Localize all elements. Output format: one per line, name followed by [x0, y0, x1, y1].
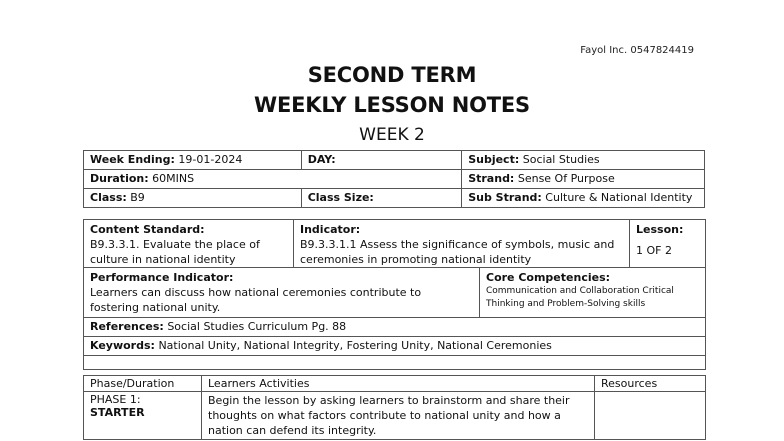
week-ending-cell	[84, 151, 302, 170]
class-size-cell	[301, 189, 462, 208]
learners-activities-header: Learners Activities	[202, 376, 595, 392]
phase-name: STARTER	[90, 406, 145, 419]
subject-label: Subject:	[468, 153, 520, 166]
indicator-value: B9.3.3.1.1 Assess the significance of symbols, music and ceremonies in promoting national identity	[300, 238, 615, 266]
activity-description-cell: Begin the lesson by asking learners to brainstorm and share their thoughts on what factors contribute to national unity and how a nation can defend its integrity.	[202, 392, 595, 440]
content-standard-label: Content Standard:	[90, 223, 205, 236]
references-value: Social Studies Curriculum Pg. 88	[167, 320, 347, 333]
meta-row-references	[84, 318, 706, 337]
subject-value: Social Studies	[522, 153, 600, 166]
keywords-cell	[84, 337, 706, 356]
term-title: SECOND TERM	[307, 63, 477, 87]
phase-cell	[84, 392, 202, 440]
class-size-label: Class Size:	[307, 191, 374, 204]
content-standard-cell	[84, 220, 294, 270]
core-competencies-cell	[480, 268, 706, 318]
lesson-cell	[630, 220, 706, 270]
phase-header: Phase/Duration	[84, 376, 202, 392]
meta-row-duration	[84, 170, 705, 189]
phase-number: PHASE 1:	[90, 393, 141, 406]
strand-cell	[462, 170, 705, 189]
resources-cell	[595, 392, 706, 440]
duration-label: Duration:	[90, 172, 149, 185]
indicator-cell	[294, 220, 630, 270]
activity-row	[84, 392, 706, 440]
duration-value: 60MINS	[152, 172, 195, 185]
subject-cell	[462, 151, 705, 170]
week-ending-label: Week Ending:	[90, 153, 175, 166]
activities-header-row	[84, 376, 706, 392]
meta-row-week	[84, 151, 705, 170]
lesson-value: 1 OF 2	[636, 244, 672, 257]
performance-value: Learners can discuss how national ceremonies contribute to fostering national unity.	[90, 286, 422, 314]
strand-label: Strand:	[468, 172, 515, 185]
keywords-label: Keywords:	[90, 339, 155, 352]
references-cell	[84, 318, 706, 337]
core-competencies-label: Core Competencies:	[486, 271, 611, 284]
strand-value: Sense Of Purpose	[517, 172, 615, 185]
week-title: WEEK 2	[359, 125, 425, 145]
lesson-label: Lesson:	[636, 223, 684, 236]
sub-strand-label: Sub Strand:	[468, 191, 542, 204]
references-table	[83, 317, 706, 370]
class-value: B9	[130, 191, 145, 204]
meta-row-class	[84, 189, 705, 208]
duration-cell	[84, 170, 462, 189]
keywords-value: National Unity, National Integrity, Fostering Unity, National Ceremonies	[158, 339, 552, 352]
meta-row-standards	[84, 220, 706, 270]
references-label: References:	[90, 320, 164, 333]
week-ending-value: 19-01-2024	[178, 153, 243, 166]
performance-label: Performance Indicator:	[90, 271, 234, 284]
content-standard-value: B9.3.3.1. Evaluate the place of culture in national identity	[90, 238, 260, 266]
contact-note: Fayol Inc. 0547824419	[580, 45, 694, 56]
notes-title: WEEKLY LESSON NOTES	[254, 93, 530, 117]
meta-row-spacer	[84, 356, 706, 370]
standards-table	[83, 219, 706, 270]
lesson-meta-table-body	[83, 150, 705, 208]
class-label: Class:	[90, 191, 127, 204]
sub-strand-cell	[462, 189, 705, 208]
class-cell	[84, 189, 302, 208]
core-competencies-value: Communication and Collaboration Critical Thinking and Problem-Solving skills	[486, 286, 674, 309]
meta-row-performance	[84, 268, 706, 318]
day-label: DAY:	[307, 153, 336, 166]
activities-table	[83, 375, 706, 440]
title-block	[0, 60, 784, 149]
spacer-cell	[84, 356, 706, 370]
day-cell	[301, 151, 462, 170]
indicator-label: Indicator:	[300, 223, 361, 236]
performance-table	[83, 267, 706, 318]
sub-strand-value: Culture & National Identity	[545, 191, 693, 204]
meta-row-keywords	[84, 337, 706, 356]
resources-header: Resources	[595, 376, 706, 392]
performance-cell	[84, 268, 480, 318]
